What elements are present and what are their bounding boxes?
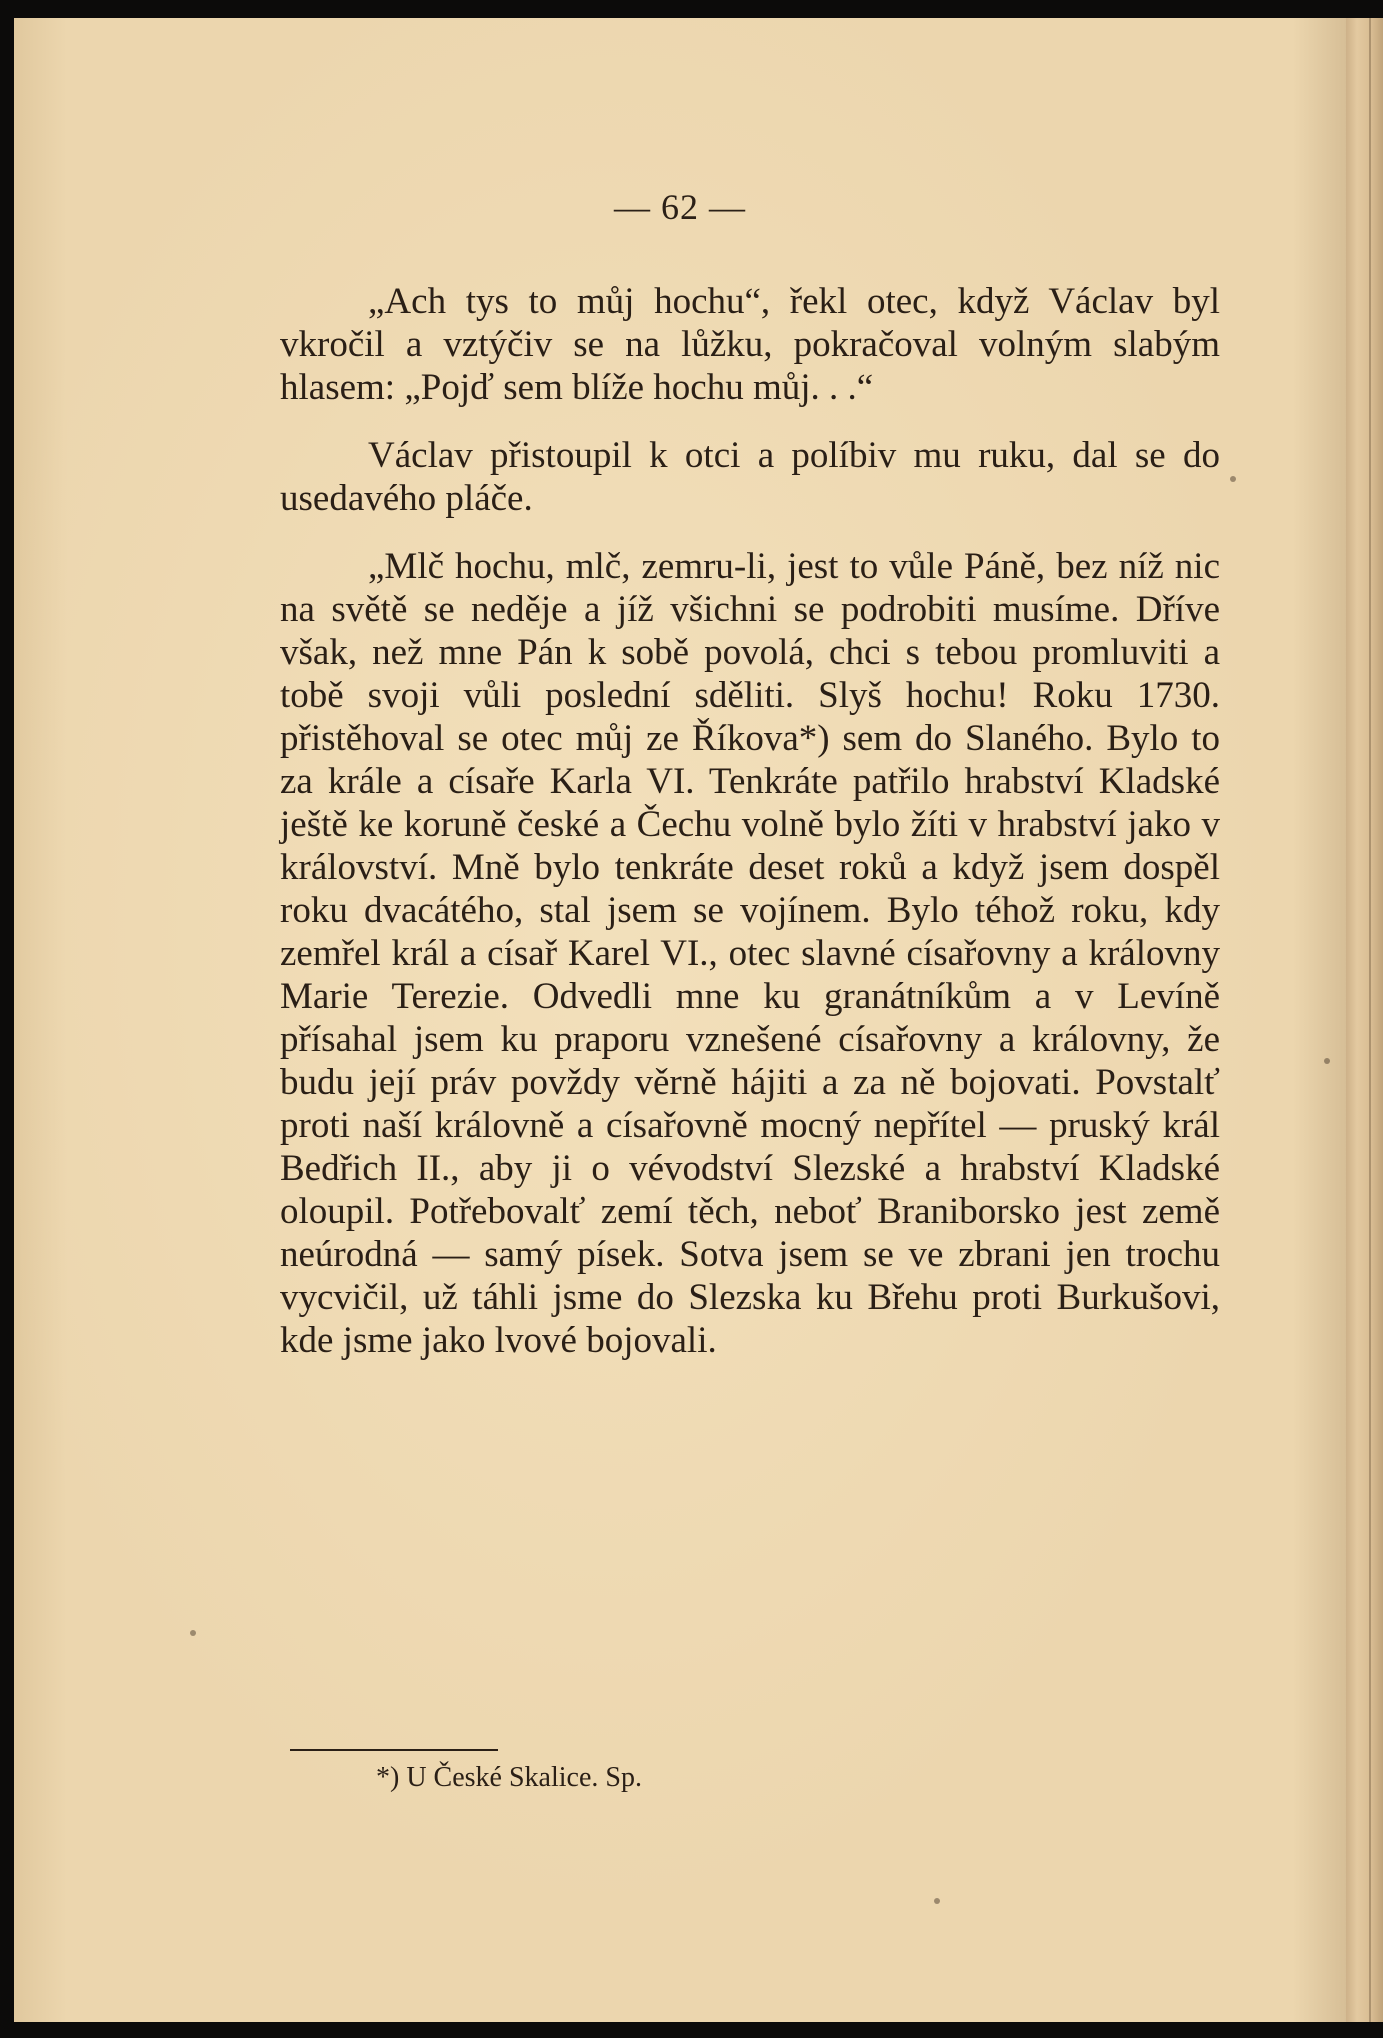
paragraph-2: Václav přistoupil k otci a políbiv mu ruku, dal se do usedavého pláče.	[280, 435, 1220, 519]
page-number: — 62 —	[614, 187, 746, 227]
paper-sheet	[14, 18, 1346, 2022]
paper-speck	[1324, 1058, 1330, 1064]
paragraph-1: „Ach tys to můj hochu“, řekl otec, když Václav byl vkročil a vztýčiv se na lůžku, pokračoval volným slabým hlasem: „Pojď sem blíže hochu můj. . .“	[280, 281, 1220, 408]
main-text	[280, 280, 1220, 1387]
page-edge	[1346, 18, 1383, 2022]
paper-speck	[190, 1630, 196, 1636]
page-edge-line	[1369, 18, 1371, 2022]
paper-speck	[1230, 476, 1236, 482]
paragraph-3: „Mlč hochu, mlč, zemru-li, jest to vůle Páně, bez níž nic na světě se neděje a jíž všichni se podrobiti musíme. Dříve však, než mne Pán k sobě povolá, chci s tebou promluviti a tobě svoji vůli poslední sděliti. Slyš hochu! Roku 1730. přistěhoval se otec můj ze Říkova*) sem do Slaného. Bylo to za krále a císaře Karla VI. Tenkráte patřilo hrabství Kladské ještě ke koruně české a Čechu volně bylo žíti v hrabství jako v království. Mně bylo tenkráte deset roků a když jsem dospěl roku dvacátého, stal jsem se vojínem. Bylo téhož roku, kdy zemřel král a císař Karel VI., otec slavné císařovny a královny Marie Terezie. Odvedli mne ku granátníkům a v Levíně přísahal jsem ku praporu vznešené císařovny a královny, že budu její práv povždy věrně hájiti a za ně bojovati. Povstalť proti naší královně a císařovně mocný nepřítel — pruský král Bedřich II., aby ji o vévodství Slezské a hrabství Kladské oloupil. Potřebovalť zemí těch, neboť Braniborsko jest země neúrodná — samý písek. Sotva jsem se ve zbrani jen trochu vycvičil, už táhli jsme do Slezska ku Břehu proti Burkušovi, kde jsme jako lvové bojovali.	[280, 546, 1220, 1361]
paper-speck	[934, 1898, 940, 1904]
footnote: *) U České Skalice. Sp.	[376, 1762, 642, 1793]
footnote-rule	[290, 1749, 498, 1751]
